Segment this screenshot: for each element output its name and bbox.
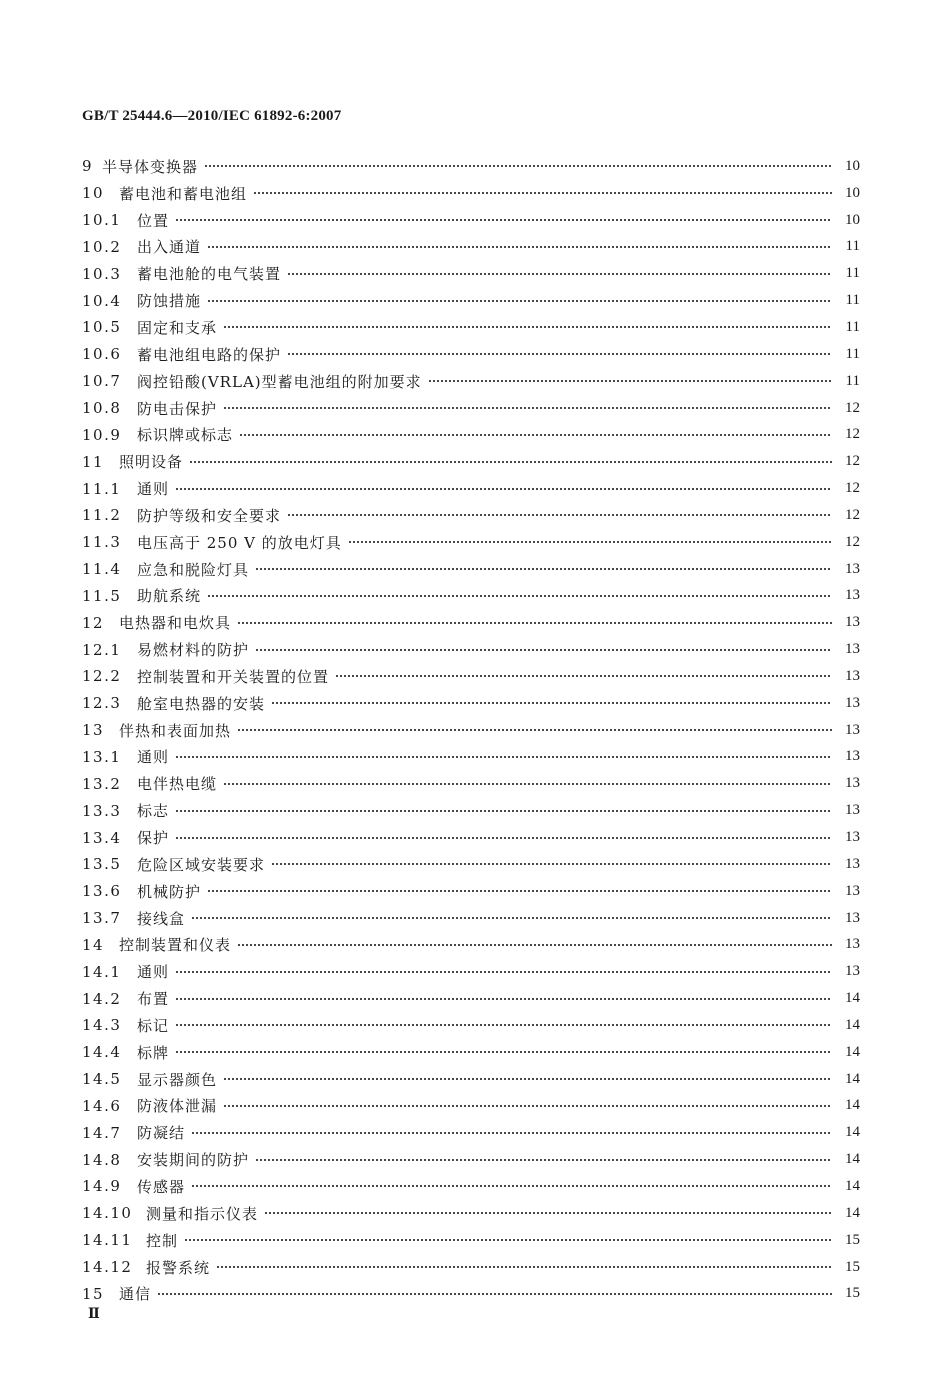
toc-section-title: 通则 xyxy=(137,963,170,982)
toc-entry[interactable] xyxy=(82,1093,860,1120)
toc-entry[interactable] xyxy=(82,475,860,502)
toc-section-number: 13.5 xyxy=(82,855,122,874)
toc-leader-dots xyxy=(287,511,832,519)
toc-page-number: 13 xyxy=(845,694,860,711)
toc-section-number: 15 xyxy=(82,1284,105,1303)
toc-entry[interactable] xyxy=(82,609,860,636)
toc-leader-dots xyxy=(223,1102,832,1110)
toc-section-title: 半导体变换器 xyxy=(102,157,199,176)
toc-page-number: 11 xyxy=(845,292,860,309)
toc-section-number: 10 xyxy=(82,184,105,203)
toc-leader-dots xyxy=(335,672,832,680)
toc-section-number: 14.3 xyxy=(82,1016,122,1035)
toc-section-number: 11.5 xyxy=(82,586,122,605)
toc-entry[interactable] xyxy=(82,878,860,905)
toc-leader-dots xyxy=(175,807,832,815)
toc-section-title: 电压高于 250 V 的放电灯具 xyxy=(137,533,342,552)
toc-page-number: 15 xyxy=(845,1285,860,1302)
toc-entry[interactable] xyxy=(82,395,860,422)
toc-section-title: 固定和支承 xyxy=(137,318,218,337)
toc-page-number: 12 xyxy=(845,453,860,470)
toc-section-number: 10.9 xyxy=(82,425,122,444)
toc-leader-dots xyxy=(237,941,832,949)
toc-entry[interactable] xyxy=(82,851,860,878)
toc-section-title: 易燃材料的防护 xyxy=(137,641,250,660)
toc-section-title: 报警系统 xyxy=(146,1258,211,1277)
toc-section-number: 14 xyxy=(82,935,105,954)
toc-entry[interactable] xyxy=(82,287,860,314)
toc-leader-dots xyxy=(428,377,832,385)
toc-section-number: 10.5 xyxy=(82,318,122,337)
toc-section-title: 标记 xyxy=(137,1016,170,1035)
toc-entry[interactable] xyxy=(82,368,860,395)
toc-section-number: 13.4 xyxy=(82,828,122,847)
toc-section-number: 13.3 xyxy=(82,801,122,820)
toc-leader-dots xyxy=(175,216,832,224)
toc-section-title: 防凝结 xyxy=(137,1124,186,1143)
toc-section-number: 13.2 xyxy=(82,774,122,793)
toc-section-title: 机械防护 xyxy=(137,882,202,901)
toc-section-title: 应急和脱险灯具 xyxy=(137,560,250,579)
toc-leader-dots xyxy=(189,458,832,466)
toc-section-title: 助航系统 xyxy=(137,587,202,606)
toc-leader-dots xyxy=(223,1075,832,1083)
toc-entry[interactable] xyxy=(82,797,860,824)
toc-entry[interactable] xyxy=(82,824,860,851)
toc-page-number: 12 xyxy=(845,533,860,550)
toc-section-number: 12.3 xyxy=(82,694,122,713)
toc-leader-dots xyxy=(223,404,832,412)
toc-section-number: 14.7 xyxy=(82,1123,122,1142)
toc-section-number: 10.8 xyxy=(82,399,122,418)
toc-page-number: 13 xyxy=(845,882,860,899)
toc-section-title: 标识牌或标志 xyxy=(137,426,234,445)
toc-entry[interactable] xyxy=(82,717,860,744)
toc-section-number: 14.9 xyxy=(82,1177,122,1196)
toc-section-title: 控制装置和开关装置的位置 xyxy=(137,667,330,686)
toc-entry[interactable] xyxy=(82,421,860,448)
toc-page-number: 13 xyxy=(845,936,860,953)
toc-page-number: 14 xyxy=(845,1151,860,1168)
toc-section-title: 控制 xyxy=(146,1231,179,1250)
toc-entry[interactable] xyxy=(82,180,860,207)
toc-entry[interactable] xyxy=(82,260,860,287)
toc-entry[interactable] xyxy=(82,663,860,690)
toc-leader-dots xyxy=(216,1263,832,1271)
table-of-contents xyxy=(82,153,860,1307)
toc-entry[interactable] xyxy=(82,583,860,610)
toc-entry[interactable] xyxy=(82,1254,860,1281)
toc-page-number: 14 xyxy=(845,1070,860,1087)
toc-leader-dots xyxy=(204,162,832,170)
toc-leader-dots xyxy=(175,995,832,1003)
toc-page-number: 11 xyxy=(845,372,860,389)
toc-entry[interactable] xyxy=(82,1200,860,1227)
toc-leader-dots xyxy=(175,1048,832,1056)
toc-section-title: 通信 xyxy=(119,1285,152,1304)
toc-leader-dots xyxy=(348,538,832,546)
toc-section-number: 11.2 xyxy=(82,506,122,525)
toc-leader-dots xyxy=(175,1021,832,1029)
toc-entry[interactable] xyxy=(82,341,860,368)
toc-entry[interactable] xyxy=(82,1173,860,1200)
toc-leader-dots xyxy=(207,592,832,600)
toc-page-number: 13 xyxy=(845,721,860,738)
toc-leader-dots xyxy=(271,699,832,707)
toc-entry[interactable] xyxy=(82,207,860,234)
toc-page-number: 13 xyxy=(845,963,860,980)
toc-section-title: 危险区域安装要求 xyxy=(137,855,266,874)
toc-section-title: 防蚀措施 xyxy=(137,292,202,311)
toc-section-number: 11 xyxy=(82,452,105,471)
toc-page-number: 10 xyxy=(845,211,860,228)
toc-section-number: 10.3 xyxy=(82,264,122,283)
toc-section-number: 14.10 xyxy=(82,1204,133,1223)
toc-entry[interactable] xyxy=(82,502,860,529)
toc-entry[interactable] xyxy=(82,770,860,797)
toc-leader-dots xyxy=(184,1236,832,1244)
toc-leader-dots xyxy=(237,726,832,734)
toc-page-number: 14 xyxy=(845,990,860,1007)
toc-entry[interactable] xyxy=(82,448,860,475)
toc-page-number: 15 xyxy=(845,1258,860,1275)
toc-section-title: 蓄电池和蓄电池组 xyxy=(119,184,248,203)
toc-section-number: 11.1 xyxy=(82,479,122,498)
toc-entry[interactable] xyxy=(82,1039,860,1066)
toc-section-number: 12 xyxy=(82,613,105,632)
toc-section-number: 12.1 xyxy=(82,640,122,659)
toc-section-title: 舱室电热器的安装 xyxy=(137,694,266,713)
toc-page-number: 13 xyxy=(845,802,860,819)
toc-section-number: 13.6 xyxy=(82,882,122,901)
toc-leader-dots xyxy=(223,780,832,788)
toc-section-title: 蓄电池舱的电气装置 xyxy=(137,265,282,284)
page-number: Ⅱ xyxy=(88,1307,100,1322)
toc-entry[interactable] xyxy=(82,1012,860,1039)
toc-section-number: 12.2 xyxy=(82,667,122,686)
toc-entry[interactable] xyxy=(82,690,860,717)
toc-page-number: 15 xyxy=(845,1231,860,1248)
toc-leader-dots xyxy=(207,243,832,251)
toc-section-number: 10.6 xyxy=(82,345,122,364)
toc-page-number: 14 xyxy=(845,1204,860,1221)
toc-leader-dots xyxy=(191,914,832,922)
toc-page-number: 13 xyxy=(845,560,860,577)
toc-section-number: 11.4 xyxy=(82,560,122,579)
toc-page-number: 13 xyxy=(845,909,860,926)
toc-entry[interactable] xyxy=(82,314,860,341)
toc-leader-dots xyxy=(255,646,832,654)
toc-page-number: 14 xyxy=(845,1097,860,1114)
toc-section-title: 传感器 xyxy=(137,1177,186,1196)
toc-page-number: 11 xyxy=(845,265,860,282)
toc-section-title: 电伴热电缆 xyxy=(137,775,218,794)
toc-entry[interactable] xyxy=(82,529,860,556)
toc-section-number: 11.3 xyxy=(82,533,122,552)
toc-entry[interactable] xyxy=(82,636,860,663)
toc-leader-dots xyxy=(237,619,832,627)
toc-leader-dots xyxy=(191,1129,832,1137)
toc-section-number: 14.12 xyxy=(82,1258,133,1277)
document-header: GB/T 25444.6—2010/IEC 61892-6:2007 xyxy=(82,108,342,124)
toc-leader-dots xyxy=(253,189,832,197)
toc-leader-dots xyxy=(255,565,832,573)
toc-page-number: 11 xyxy=(845,238,860,255)
toc-page-number: 11 xyxy=(845,345,860,362)
toc-section-number: 10.7 xyxy=(82,372,122,391)
toc-section-title: 电热器和电炊具 xyxy=(119,614,232,633)
toc-entry[interactable] xyxy=(82,1146,860,1173)
toc-section-title: 控制装置和仪表 xyxy=(119,936,232,955)
toc-leader-dots xyxy=(191,1182,832,1190)
toc-section-title: 测量和指示仪表 xyxy=(146,1204,259,1223)
toc-section-title: 防电击保护 xyxy=(137,399,218,418)
toc-page-number: 14 xyxy=(845,1124,860,1141)
toc-page-number: 14 xyxy=(845,1177,860,1194)
toc-page-number: 12 xyxy=(845,506,860,523)
toc-page-number: 14 xyxy=(845,1043,860,1060)
toc-section-title: 蓄电池组电路的保护 xyxy=(137,345,282,364)
toc-leader-dots xyxy=(175,753,832,761)
toc-page-number: 14 xyxy=(845,1016,860,1033)
toc-section-number: 10.1 xyxy=(82,211,122,230)
toc-entry[interactable] xyxy=(82,1119,860,1146)
toc-page-number: 13 xyxy=(845,667,860,684)
toc-entry[interactable] xyxy=(82,905,860,932)
toc-section-number: 10.4 xyxy=(82,291,122,310)
toc-leader-dots xyxy=(271,860,832,868)
toc-page-number: 13 xyxy=(845,641,860,658)
toc-entry[interactable] xyxy=(82,1280,860,1307)
toc-page-number: 13 xyxy=(845,587,860,604)
toc-leader-dots xyxy=(157,1290,832,1298)
toc-section-number: 14.4 xyxy=(82,1043,122,1062)
toc-section-number: 14.11 xyxy=(82,1231,133,1250)
toc-page-number: 13 xyxy=(845,775,860,792)
toc-leader-dots xyxy=(255,1156,832,1164)
toc-entry[interactable] xyxy=(82,1227,860,1254)
toc-section-title: 布置 xyxy=(137,990,170,1009)
toc-page-number: 13 xyxy=(845,829,860,846)
toc-leader-dots xyxy=(287,270,832,278)
toc-section-title: 接线盒 xyxy=(137,909,186,928)
toc-section-title: 通则 xyxy=(137,480,170,499)
toc-section-number: 14.1 xyxy=(82,962,122,981)
toc-page-number: 12 xyxy=(845,480,860,497)
toc-section-number: 13.1 xyxy=(82,747,122,766)
toc-section-title: 照明设备 xyxy=(119,453,184,472)
toc-section-number: 14.5 xyxy=(82,1070,122,1089)
toc-entry[interactable] xyxy=(82,985,860,1012)
toc-page-number: 13 xyxy=(845,748,860,765)
toc-section-title: 伴热和表面加热 xyxy=(119,721,232,740)
toc-section-title: 通则 xyxy=(137,748,170,767)
toc-leader-dots xyxy=(207,887,832,895)
toc-leader-dots xyxy=(239,431,832,439)
toc-section-title: 出入通道 xyxy=(137,238,202,257)
toc-entry[interactable] xyxy=(82,153,860,180)
toc-page-number: 13 xyxy=(845,855,860,872)
toc-entry[interactable] xyxy=(82,234,860,261)
toc-entry[interactable] xyxy=(82,1066,860,1093)
toc-page-number: 10 xyxy=(845,184,860,201)
toc-section-number: 14.6 xyxy=(82,1096,122,1115)
toc-leader-dots xyxy=(207,297,832,305)
toc-section-title: 显示器颜色 xyxy=(137,1070,218,1089)
toc-leader-dots xyxy=(175,968,832,976)
toc-page-number: 10 xyxy=(845,157,860,174)
toc-section-title: 防护等级和安全要求 xyxy=(137,506,282,525)
toc-section-number: 13.7 xyxy=(82,909,122,928)
toc-section-number: 14.8 xyxy=(82,1150,122,1169)
toc-section-title: 防液体泄漏 xyxy=(137,1097,218,1116)
toc-page-number: 12 xyxy=(845,426,860,443)
toc-section-number: 13 xyxy=(82,721,105,740)
toc-section-title: 标牌 xyxy=(137,1043,170,1062)
toc-leader-dots xyxy=(223,323,832,331)
toc-section-title: 标志 xyxy=(137,802,170,821)
toc-page-number: 11 xyxy=(845,318,860,335)
toc-section-number: 14.2 xyxy=(82,989,122,1008)
toc-section-number: 9 xyxy=(82,157,94,176)
toc-entry[interactable] xyxy=(82,556,860,583)
toc-section-number: 10.2 xyxy=(82,237,122,256)
toc-leader-dots xyxy=(175,485,832,493)
toc-entry[interactable] xyxy=(82,744,860,771)
toc-leader-dots xyxy=(175,834,832,842)
toc-leader-dots xyxy=(264,1209,832,1217)
toc-section-title: 位置 xyxy=(137,211,170,230)
toc-page-number: 12 xyxy=(845,399,860,416)
toc-section-title: 阀控铅酸(VRLA)型蓄电池组的附加要求 xyxy=(137,372,422,391)
toc-entry[interactable] xyxy=(82,958,860,985)
toc-leader-dots xyxy=(287,350,832,358)
toc-section-title: 安装期间的防护 xyxy=(137,1151,250,1170)
toc-page-number: 13 xyxy=(845,614,860,631)
toc-section-title: 保护 xyxy=(137,829,170,848)
toc-entry[interactable] xyxy=(82,931,860,958)
